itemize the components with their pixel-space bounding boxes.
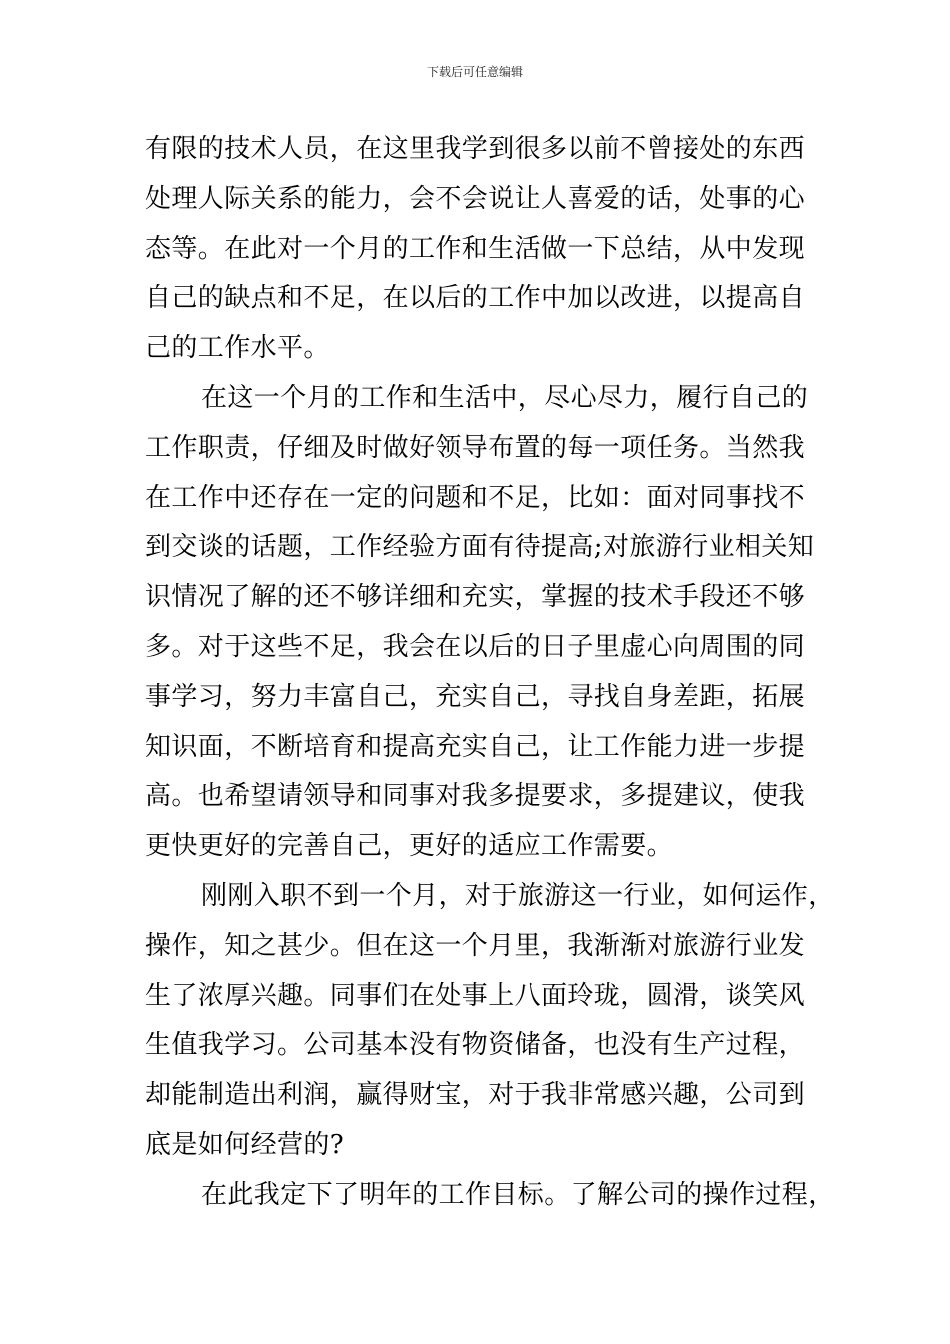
text-line: 己的工作水平。 (145, 333, 330, 364)
text-line: 操作，知之甚少。但在这一个月里，我渐渐对旅游行业发 (145, 930, 806, 961)
text-line: 自己的缺点和不足，在以后的工作中加以改进，以提高自 (145, 283, 806, 314)
text-line: 处理人际关系的能力，会不会说让人喜爱的话，处事的心 (145, 183, 806, 214)
paragraph-first-line: 在此我定下了明年的工作目标。了解公司的操作过程， (201, 1179, 835, 1210)
text-line: 生值我学习。公司基本没有物资储备，也没有生产过程， (145, 1030, 806, 1061)
text-line: 生了浓厚兴趣。同事们在处事上八面玲珑，圆滑，谈笑风 (145, 980, 806, 1011)
text-line: 态等。在此对一个月的工作和生活做一下总结，从中发现 (145, 233, 806, 264)
text-line: 识情况了解的还不够详细和充实，掌握的技术手段还不够 (145, 582, 806, 613)
text-line: 事学习，努力丰富自己，充实自己，寻找自身差距，拓展 (145, 681, 806, 712)
text-line: 知识面，不断培育和提高充实自己，让工作能力进一步提 (145, 731, 806, 762)
text-line: 在工作中还存在一定的问题和不足，比如：面对同事找不 (145, 482, 806, 513)
page-header: 下载后可任意编辑 (426, 65, 523, 79)
text-line: 却能制造出利润，赢得财宝，对于我非常感兴趣，公司到 (145, 1080, 806, 1111)
text-line: 高。也希望请领导和同事对我多提要求，多提建议，使我 (145, 781, 806, 812)
text-line: 底是如何经营的? (145, 1129, 345, 1160)
text-line: 到交谈的话题，工作经验方面有待提高;对旅游行业相关知 (145, 532, 815, 563)
text-line: 有限的技术人员，在这里我学到很多以前不曾接处的东西 (145, 134, 806, 164)
paragraph-first-line: 在这一个月的工作和生活中，尽心尽力，履行自己的 (201, 382, 809, 413)
text-line: 工作职责，仔细及时做好领导布置的每一项任务。当然我 (145, 432, 806, 463)
document-body (145, 125, 835, 1221)
text-line: 更快更好的完善自己，更好的适应工作需要。 (145, 831, 674, 862)
paragraph-first-line: 刚刚入职不到一个月，对于旅游这一行业，如何运作， (201, 880, 835, 911)
text-line: 多。对于这些不足，我会在以后的日子里虚心向周围的同 (145, 631, 806, 662)
